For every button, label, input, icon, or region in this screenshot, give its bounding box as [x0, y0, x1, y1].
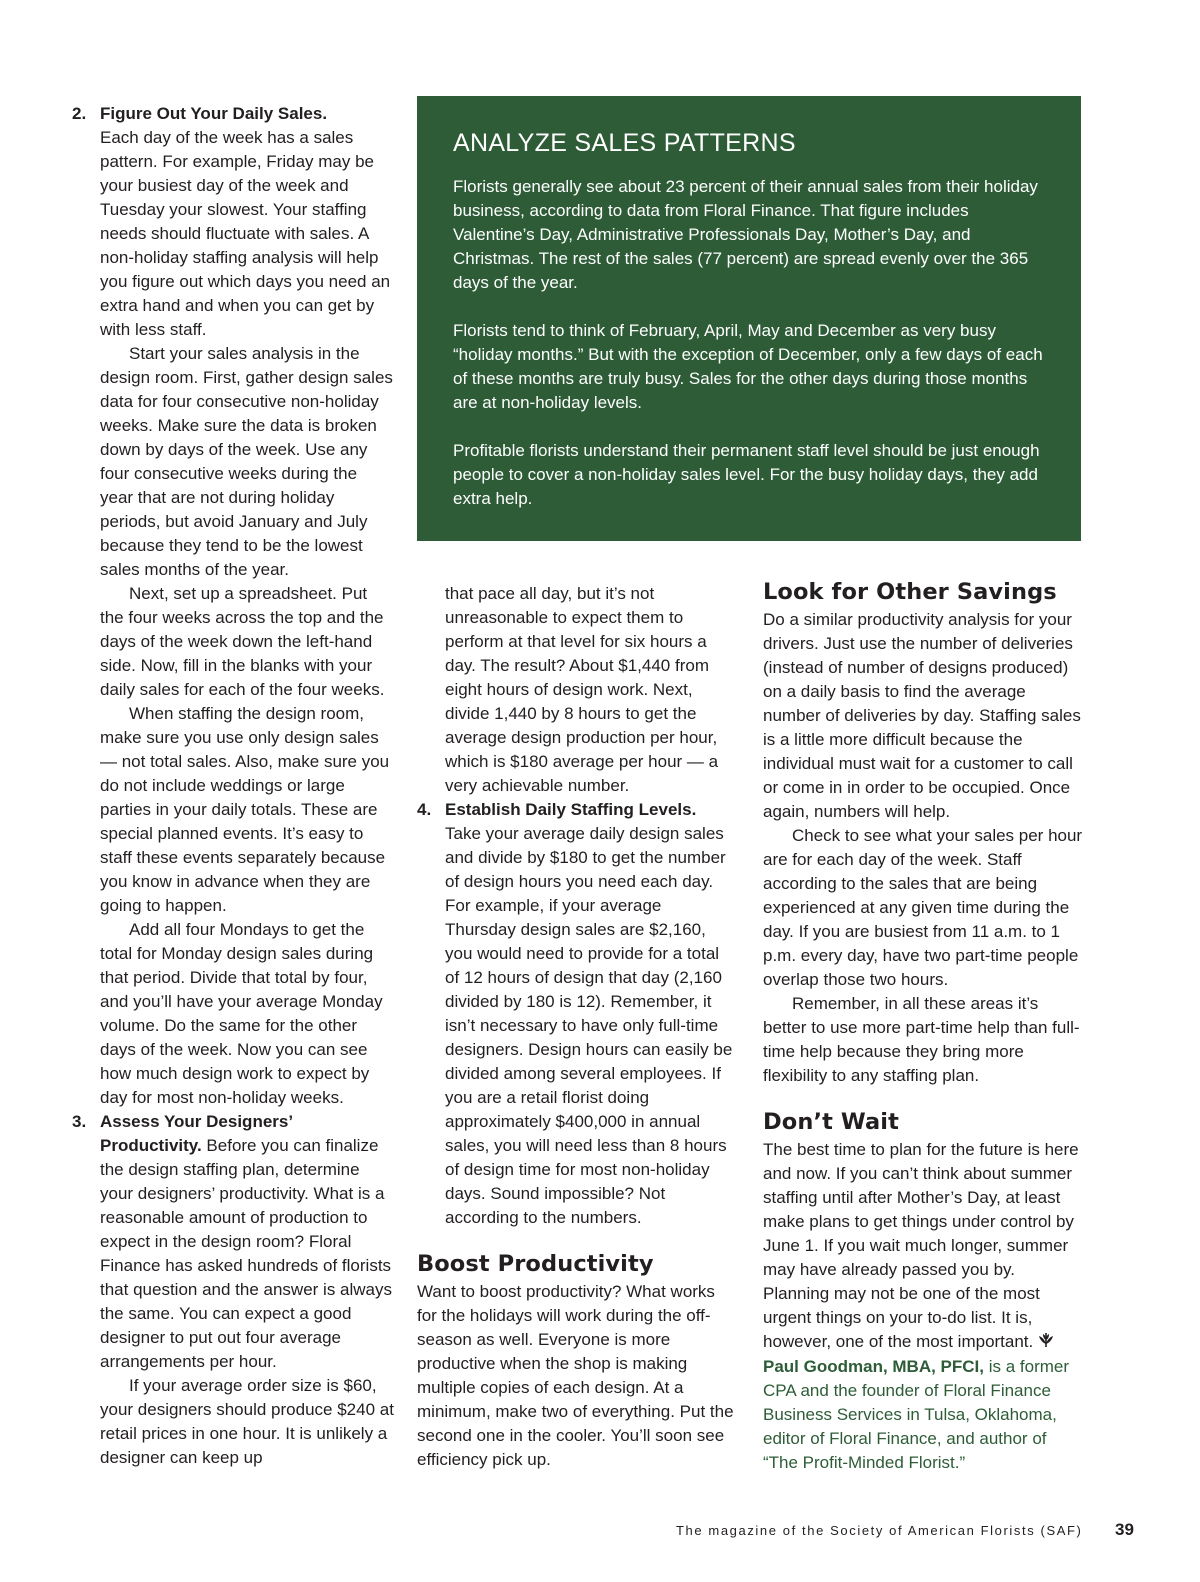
body-paragraph: The best time to plan for the future is here and now. If you can’t think about summer staffing until after Mother’s Day, at least make plans to get things under control by June 1. If you wait much longer, summer may have already passed you by. Planning may not be one of the most urgent things on your to-do list. It is, however, one of the most important.: [763, 1140, 1079, 1351]
column-1: [72, 102, 394, 1470]
author-name: Paul Goodman, MBA, PFCI,: [763, 1356, 985, 1376]
section-heading: Don’t Wait: [763, 1109, 899, 1135]
item-text: Each day of the week has a sales pattern. For example, Friday may be your busiest day of the week and Tuesday your slowest. Your staffing needs should fluctuate with sales. A non-holiday staffing analysis will help you figure out which days you need an extra hand and when you can get by with less staff.: [100, 128, 391, 339]
body-paragraph: When staffing the design room, make sure you use only design sales — not total sales. Also, make sure you do not include weddings or large parties in your daily totals. These are special planned events. It’s easy to staff these events separately because you know in advance when they are going to happen.: [100, 704, 390, 915]
column-3: [763, 578, 1083, 1475]
body-paragraph: Next, set up a spreadsheet. Put the four weeks across the top and the days of the week down the left-hand side. Now, fill in the blanks with your daily sales for each of the four weeks.: [100, 584, 385, 699]
item-text: Take your average daily design sales and divide by $180 to get the number of design hours you need each day. For example, if your average Thursday design sales are $2,160, you would need to provide for a total of 12 hours of design that day (2,160 divided by 180 is 12). Remember, it isn’t necessary to have only full-time designers. Design hours can easily be divided among several employees. If you are a retail florist doing approximately $400,000 in annual sales, you will need less than 8 hours of design time for most non-holiday days. Sound impossible? Not according to the numbers.: [445, 824, 733, 1227]
section-heading: Look for Other Savings: [763, 579, 1057, 605]
item-number: 3.: [72, 1112, 87, 1131]
body-paragraph: Want to boost productivity? What works for the holidays will work during the off-season as well. Everyone is more productive when the shop is making multiple copies of each design. At a minimum, make two of everything. Put the second one in the cooler. You’ll soon see efficiency pick up.: [417, 1282, 734, 1469]
column-2: [417, 582, 735, 1472]
author-bio: [763, 1355, 1083, 1475]
body-paragraph: Check to see what your sales per hour are for each day of the week. Staff according to the sales that are being experienced at any given time during the day. If you are busiest from 11 a.m. to 1 p.m. every day, have two part-time people overlap those two hours.: [763, 826, 1083, 989]
item-text: Before you can finalize the design staffing plan, determine your designers’ productivity. What is a reasonable amount of production to expect in the design room? Floral Finance has asked hundreds of florists that question and the answer is always the same. You can expect a good designer to put out four average arrangements per hour.: [100, 1136, 393, 1371]
list-item-4: [417, 798, 735, 1230]
item-heading: Establish Daily Staffing Levels.: [445, 800, 697, 819]
list-item-2: [72, 102, 394, 1110]
sprig-icon: [1037, 1331, 1055, 1355]
analyze-sales-sidebar: [417, 96, 1081, 541]
page-number: 39: [1115, 1520, 1134, 1539]
body-paragraph: If your average order size is $60, your designers should produce $240 at retail prices in one hour. It is unlikely a designer can keep up: [100, 1376, 394, 1467]
list-item-3: [72, 1110, 394, 1470]
item-number: 4.: [417, 800, 432, 819]
body-paragraph: Remember, in all these areas it’s better to use more part-time help than full-time help because they bring more flexibility to any staffing plan.: [763, 994, 1080, 1085]
boost-section: [417, 1250, 735, 1472]
sidebar-paragraph: Profitable florists understand their permanent staff level should be just enough people to cover a non-holiday sales level. For the busy holiday days, they add extra help.: [453, 441, 1040, 508]
sidebar-title: ANALYZE SALES PATTERNS: [453, 129, 796, 157]
sidebar-paragraph: Florists tend to think of February, April, May and December as very busy “holiday months.” But with the exception of December, only a few days of each of these months are truly busy. Sales for the other days during those months are at non-holiday levels.: [453, 321, 1043, 412]
continued-paragraph: that pace all day, but it’s not unreasonable to expect them to perform at that level for six hours a day. The result? About $1,440 from eight hours of design work. Next, divide 1,440 by 8 hours to get the average design production per hour, which is $180 average per hour — a very achievable number.: [445, 584, 719, 795]
dont-wait-section: [763, 1108, 1083, 1355]
sidebar-paragraph: Florists generally see about 23 percent of their annual sales from their holiday business, according to data from Floral Finance. That figure includes Valentine’s Day, Administrative Professionals Day, Mother’s Day, and Christmas. The rest of the sales (77 percent) are spread evenly over the 365 days of the year.: [453, 177, 1038, 292]
item-heading: Figure Out Your Daily Sales.: [100, 104, 328, 123]
savings-section: [763, 578, 1083, 1088]
item-number: 2.: [72, 104, 87, 123]
body-paragraph: Start your sales analysis in the design room. First, gather design sales data for four consecutive non-holiday weeks. Make sure the data is broken down by days of the week. Use any four consecutive weeks during the year that are not during holiday periods, but avoid January and July because they tend to be the lowest sales months of the year.: [100, 344, 393, 579]
body-paragraph: Add all four Mondays to get the total for Monday design sales during that period. Divide that total by four, and you’ll have your average Monday volume. Do the same for the other days of the week. Now you can see how much design work to expect by day for most non-holiday weeks.: [100, 920, 383, 1107]
body-paragraph: Do a similar productivity analysis for your drivers. Just use the number of deliveries (instead of number of designs produced) on a daily basis to find the average number of deliveries by day. Staffing sales is a little more difficult because the individual must wait for a customer to call or come in in order to be occupied. Once again, numbers will help.: [763, 610, 1081, 821]
magazine-footer: The magazine of the Society of American Florists (SAF): [676, 1523, 1083, 1538]
section-heading: Boost Productivity: [417, 1251, 654, 1277]
item-heading: Assess Your Designers’ Productivity.: [100, 1112, 293, 1155]
author-bio-text: is a former CPA and the founder of Floral Finance Business Services in Tulsa, Oklahoma, editor of Floral Finance, and author of “The Profit-Minded Florist.”: [763, 1356, 1070, 1472]
